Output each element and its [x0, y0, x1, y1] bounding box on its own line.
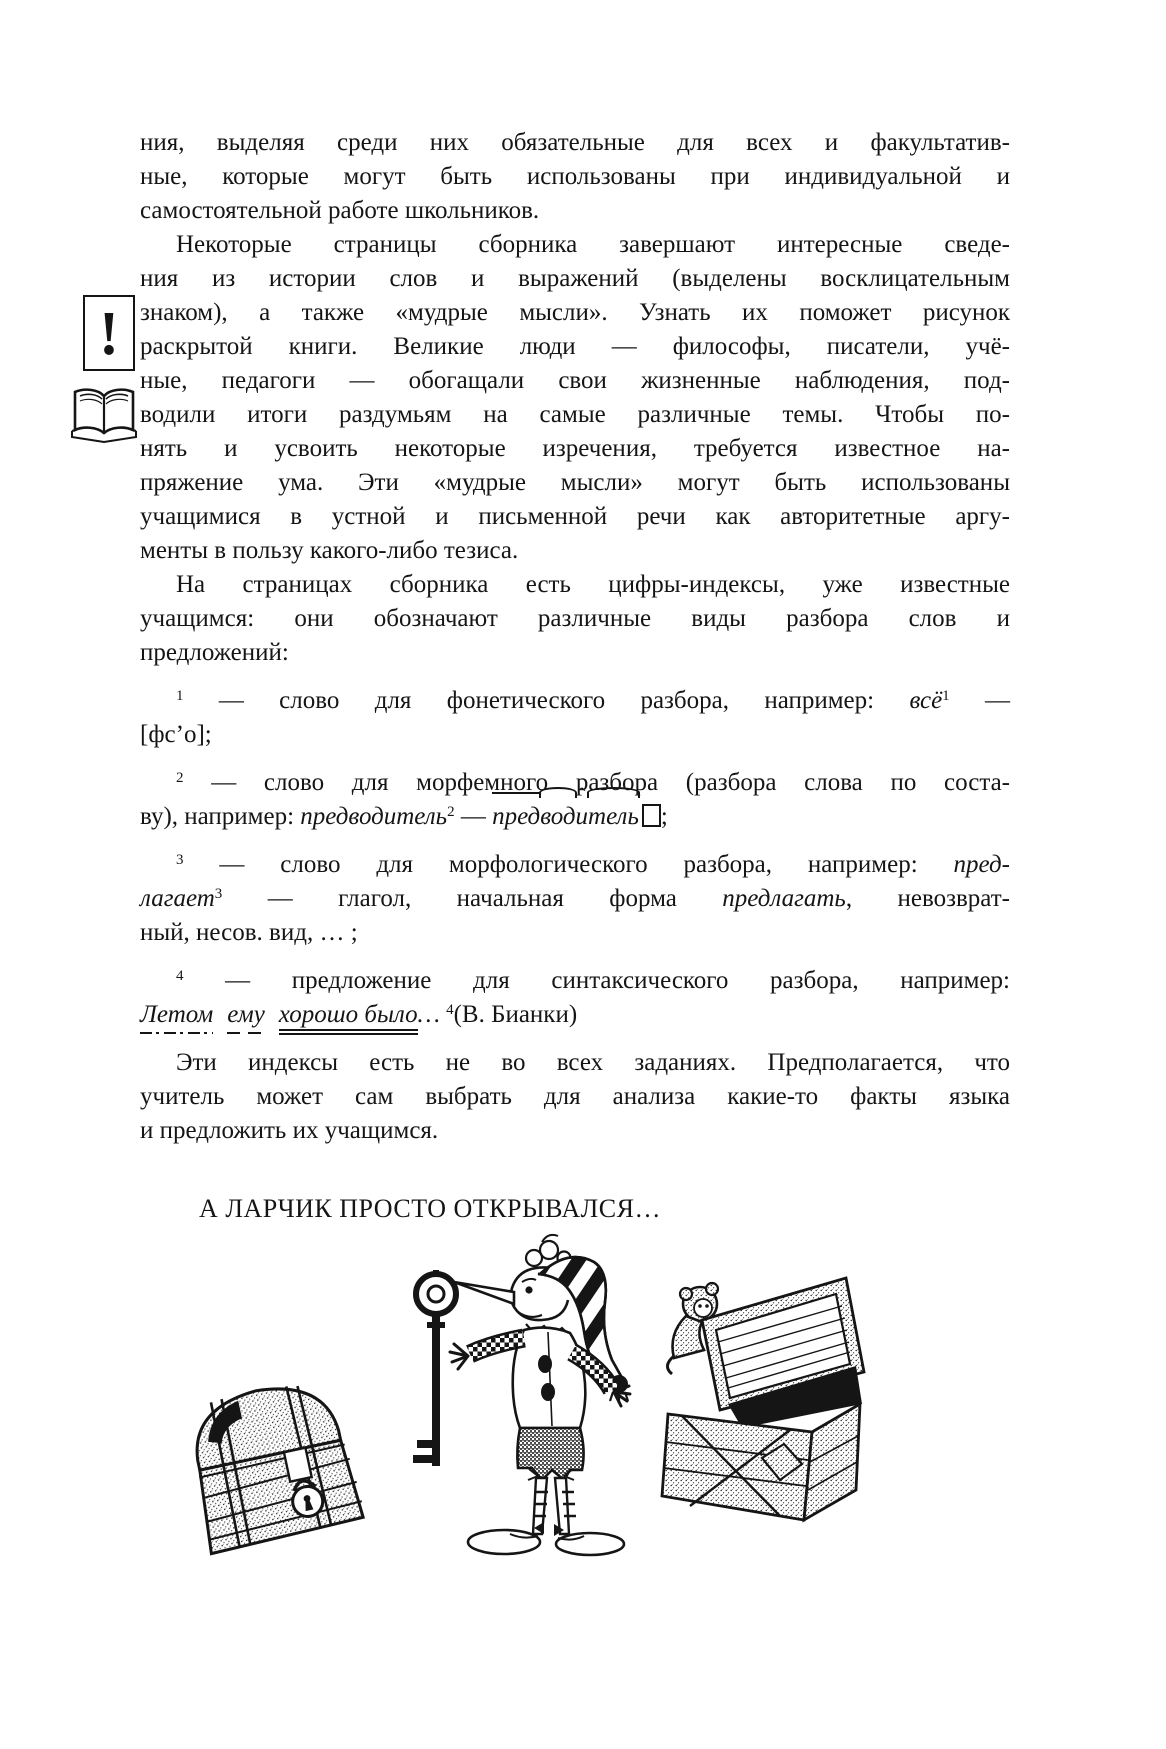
item-text: — предложение для синтаксического разбора, например: — [183, 967, 1010, 994]
item-text: , невозврат- — [845, 885, 1010, 912]
text-line: Эти индексы есть не во всех заданиях. Предполагается, что — [176, 1049, 1010, 1076]
morpheme-prefix: пред — [492, 800, 540, 834]
buratino-with-key-illustration — [392, 1212, 644, 1565]
text-column — [140, 126, 1010, 1226]
morpheme-suffix: тель — [588, 800, 639, 834]
example-index: 3 — [214, 886, 223, 902]
text-line: предложений: — [140, 639, 289, 666]
text-line: учащимся: они обозначают различные виды разбора слов и — [140, 605, 1010, 632]
infinitive-word: предлагать — [722, 885, 846, 912]
object-word: ему — [227, 1001, 265, 1034]
adverbial-word: Летом — [140, 1001, 213, 1034]
item-text: — слово для морфологического разбора, например: — [183, 851, 954, 878]
text-line: нять и усвоить некоторые изречения, требуется известное на- — [140, 435, 1010, 462]
text-line: учитель может сам выбрать для анализа какие-то факты языка — [140, 1083, 1010, 1110]
text-line: учащимися в устной и письменной речи как авторитетные аргу- — [140, 503, 1010, 530]
item-text: — слово для фонетического разбора, например: — [183, 687, 910, 714]
item-text: — глагол, начальная форма — [222, 885, 723, 912]
paragraph-indexes-intro — [140, 568, 1010, 670]
text-line: ния из истории слов и выражений (выделены восклицательным — [140, 265, 1010, 292]
text-line — [140, 684, 1010, 718]
index-item-phonetic — [140, 684, 1010, 752]
index-item-morphemic — [140, 766, 1010, 834]
text-line: [фс’о]; — [140, 721, 212, 748]
text-line: раскрытой книги. Великие люди — философы, писатели, учё- — [140, 333, 1010, 360]
text-line — [140, 800, 1010, 834]
index-item-morphological — [140, 848, 1010, 950]
text-line — [140, 964, 1010, 998]
text-line: знаком), а также «мудрые мысли». Узнать их поможет рисунок — [140, 299, 1010, 326]
example-word: лагает — [140, 885, 215, 912]
item-text: — слово для морфемного разбора (разбора слова по соста- — [183, 769, 1010, 796]
item-text: — — [949, 687, 1011, 714]
section-heading: А ЛАРЧИК ПРОСТО ОТКРЫВАЛСЯ… — [199, 1194, 661, 1223]
index-number: 3 — [176, 852, 184, 868]
exclamation-glyph: ! — [99, 298, 119, 368]
open-chest-illustration — [650, 1254, 878, 1537]
text-line: ния, выделяя среди них обязательные для всех и факультатив- — [140, 129, 1010, 156]
index-number: 2 — [176, 770, 184, 786]
paragraph-wise-thoughts — [140, 228, 1010, 568]
text-line: ные, педагоги — обогащали свои жизненные наблюдения, под- — [140, 367, 1010, 394]
example-word: предводитель — [300, 803, 448, 830]
citation: (В. Бианки) — [453, 1001, 578, 1028]
item-text: — — [454, 803, 493, 830]
example-word: пред- — [953, 851, 1010, 878]
open-book-icon — [70, 384, 138, 444]
text-line: Некоторые страницы сборника завершают интересные сведе- — [176, 231, 1010, 258]
paragraph-continuation — [140, 126, 1010, 228]
text-line: и предложить их учащимся. — [140, 1117, 439, 1144]
predicate-words: хорошо было — [279, 1001, 418, 1035]
example-index: 2 — [447, 804, 455, 820]
paragraph-closing — [140, 1046, 1010, 1148]
text-line — [140, 998, 1010, 1032]
text-line: водили итоги раздумьям на самые различные темы. Чтобы по- — [140, 401, 1010, 428]
text-line: самостоятельной работе школьников. — [140, 197, 540, 224]
text-line: менты в пользу какого-либо тезиса. — [140, 537, 519, 564]
text-line: ный, несов. вид, … ; — [140, 919, 358, 946]
index-number: 4 — [176, 968, 184, 984]
text-line — [140, 848, 1010, 882]
zero-ending-box — [642, 804, 661, 827]
example-word: всё — [909, 687, 943, 714]
index-item-syntactic — [140, 964, 1010, 1032]
morpheme-analysis-word — [492, 803, 661, 830]
text-line: На страницах сборника есть цифры-индексы, уже известные — [176, 571, 1010, 598]
text-line: пряжение ума. Эти «мудрые мысли» могут быть использованы — [140, 469, 1010, 496]
item-text: ву), например: — [140, 803, 301, 830]
citation-index: 4 — [446, 1002, 454, 1018]
text-line — [140, 882, 1010, 916]
index-number: 1 — [176, 688, 184, 704]
item-text: ; — [660, 803, 668, 830]
morpheme-root: вод — [540, 800, 575, 834]
ellipsis: … — [417, 1001, 447, 1028]
example-index: 1 — [942, 688, 950, 704]
text-line: ные, которые могут быть использованы при индивидуальной и — [140, 163, 1010, 190]
exclamation-mark-icon — [83, 295, 135, 371]
morpheme-suffix: ˆ и — [576, 800, 589, 834]
closed-chest-illustration — [170, 1366, 385, 1566]
